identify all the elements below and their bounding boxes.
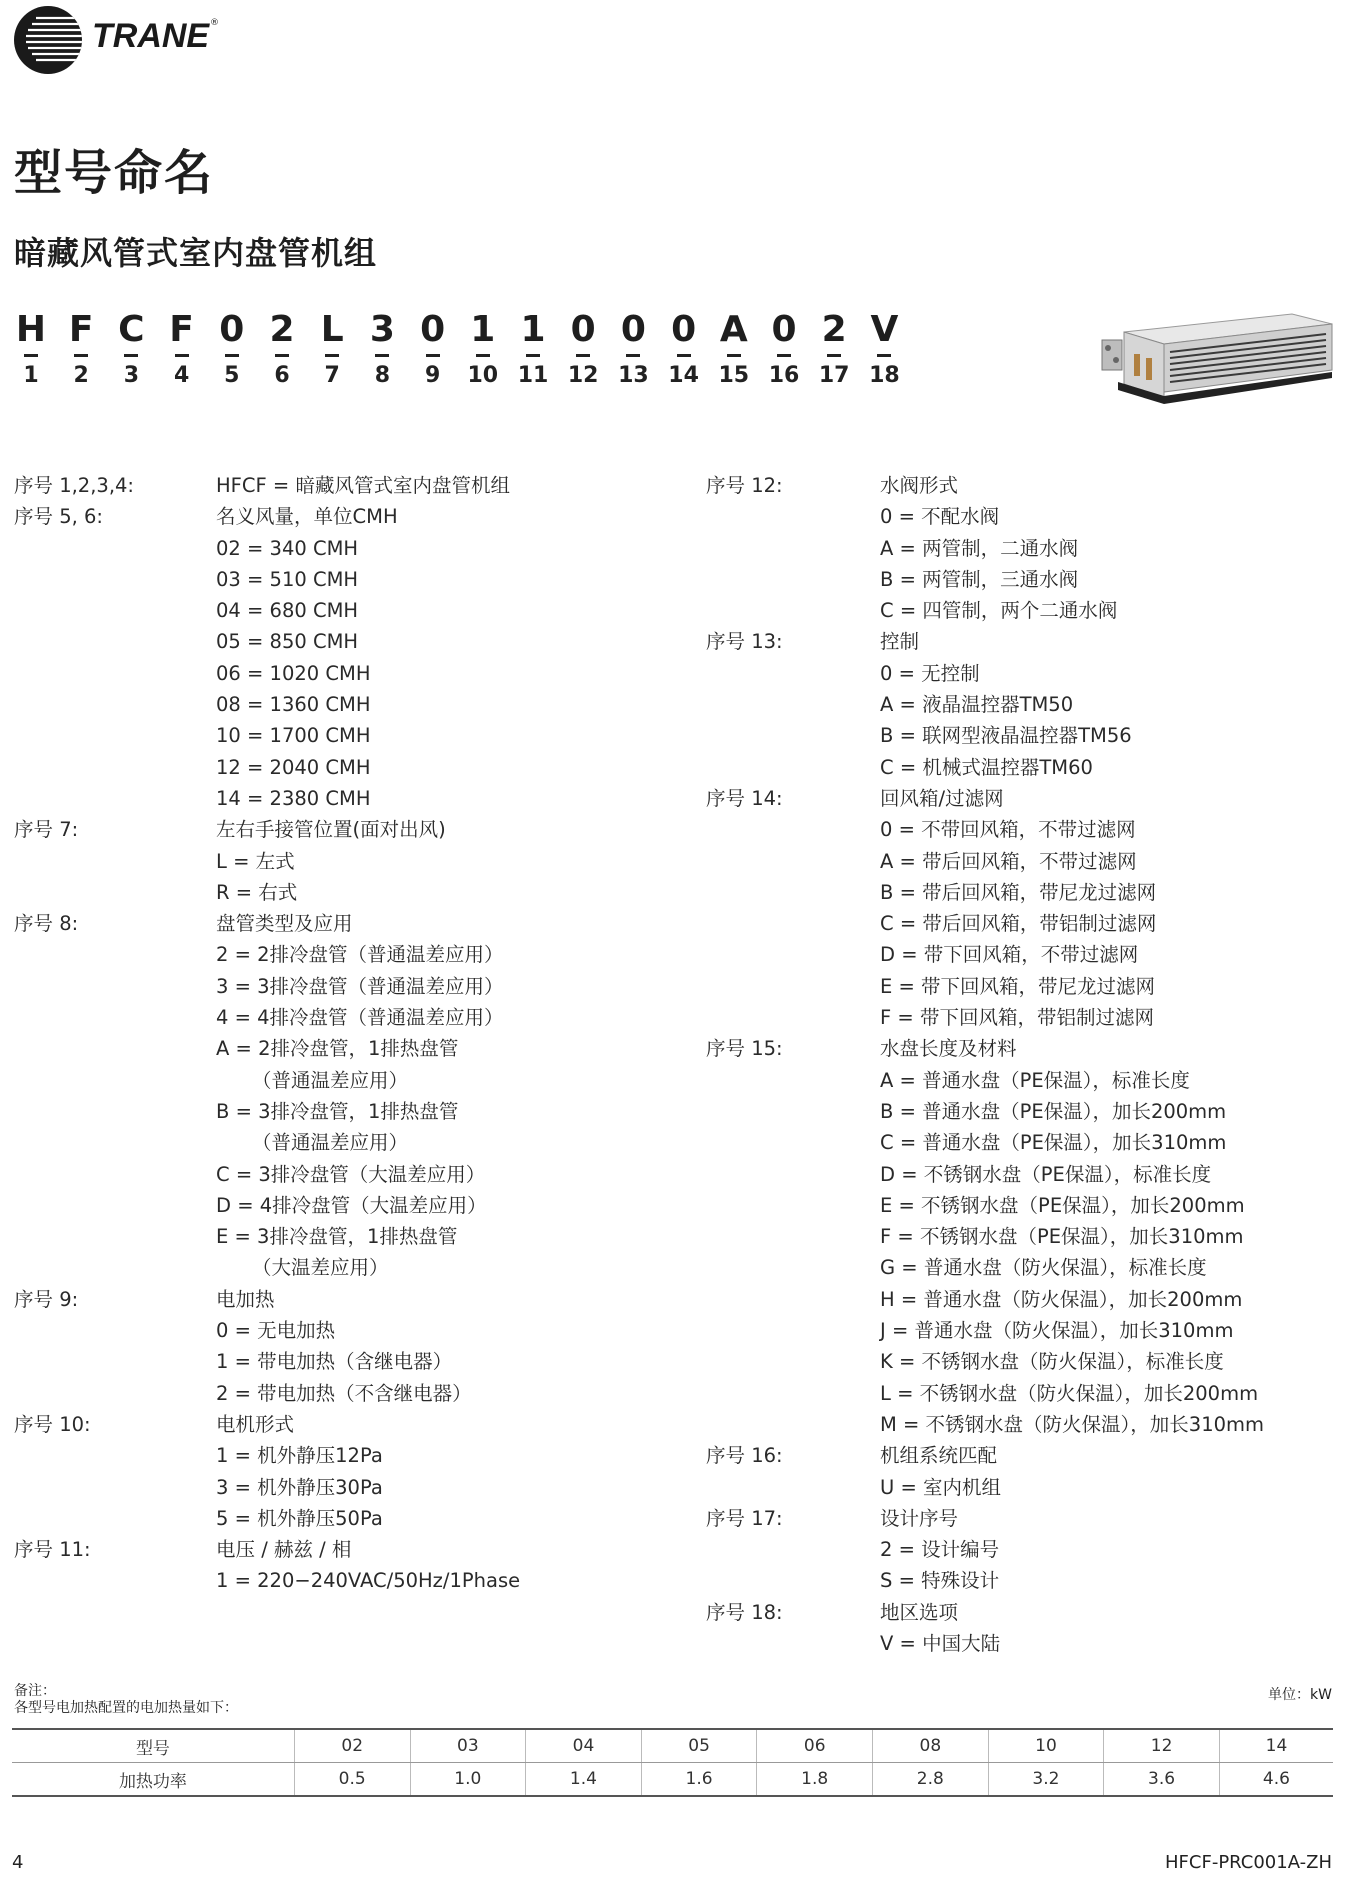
model-code-number: 5 [224,363,240,388]
model-code-dash [124,354,138,357]
spec-text: 地区选项 [880,1600,959,1624]
spec-text: B = 两管制，三通水阀 [880,567,1079,591]
table-cell: 02 [294,1729,410,1763]
spec-label: 序号 5, 6: [14,505,103,529]
notes-text: 各型号电加热配置的电加热量如下： [14,1700,238,1716]
spec-line [706,1127,1336,1158]
spec-line [706,971,1336,1002]
spec-text: E = 3排冷盘管，1排热盘管 [216,1225,458,1249]
spec-text: E = 不锈钢水盘（PE保温），加长200mm [880,1193,1245,1217]
spec-text: D = 不锈钢水盘（PE保温），标准长度 [880,1162,1212,1186]
model-code-letter: H [15,309,47,350]
spec-line [14,595,694,626]
spec-line [706,1221,1336,1252]
spec-text: H = 普通水盘（防火保温），加长200mm [880,1287,1243,1311]
spec-text: 机组系统匹配 [880,1444,998,1468]
model-code-position [357,310,407,388]
spec-line [14,814,694,845]
heating-power-table [12,1728,1333,1797]
spec-text: B = 3排冷盘管，1排热盘管 [216,1099,459,1123]
spec-text: C = 普通水盘（PE保温），加长310mm [880,1131,1227,1155]
spec-text: F = 不锈钢水盘（PE保温），加长310mm [880,1225,1244,1249]
spec-label: 序号 15: [706,1037,783,1061]
table-cell: 06 [757,1729,873,1763]
model-code-position [257,310,307,388]
spec-text: C = 带后回风箱，带铝制过滤网 [880,912,1157,936]
spec-line [14,689,694,720]
spec-text: 回风箱/过滤网 [880,786,1004,810]
spec-text: L = 不锈钢水盘（防火保温），加长200mm [880,1381,1259,1405]
spec-line [14,1284,694,1315]
model-code-position [558,310,608,388]
spec-line [14,1096,694,1127]
spec-line [706,814,1336,845]
ducted-fan-coil-unit-image [1094,310,1334,410]
spec-text: A = 带后回风箱，不带过滤网 [880,849,1137,873]
registered-mark: ® [210,18,219,28]
model-code-position [408,310,458,388]
spec-line [706,626,1336,657]
spec-line [14,846,694,877]
model-code-dash [827,354,841,357]
spec-label: 序号 17: [706,1506,783,1530]
spec-text: 5 = 机外静压50Pa [216,1506,383,1530]
spec-text: A = 2排冷盘管，1排热盘管 [216,1037,459,1061]
model-code-position [6,310,56,388]
model-code-dash [626,354,640,357]
spec-line [706,846,1336,877]
spec-line [706,1409,1336,1440]
spec-line [706,1315,1336,1346]
spec-label: 序号 7: [14,818,79,842]
model-code-number: 13 [618,363,649,388]
model-code-number: 4 [173,363,190,388]
spec-line [14,1346,694,1377]
spec-line [14,1503,694,1534]
spec-text: 左右手接管位置(面对出风) [216,818,446,842]
spec-text: C = 四管制，两个二通水阀 [880,599,1118,623]
table-cell: 3.2 [988,1763,1104,1797]
spec-text: 2 = 设计编号 [880,1538,1000,1562]
spec-text: D = 带下回风箱，不带过滤网 [880,943,1139,967]
spec-text: （普通温差应用） [252,1131,409,1155]
spec-line [706,658,1336,689]
spec-text: R = 右式 [216,880,298,904]
spec-text: 08 = 1360 CMH [216,693,371,717]
spec-line [706,939,1336,970]
model-code-number: 11 [517,363,549,388]
model-code-letter: 0 [420,309,446,350]
spec-text: 12 = 2040 CMH [216,755,371,779]
spec-text: 0 = 不配水阀 [880,505,1000,529]
spec-line [14,501,694,532]
model-code-position [859,310,909,388]
table-cell: 10 [988,1729,1104,1763]
model-code-position [307,310,357,388]
trane-logo [10,4,250,76]
spec-text: HFCF = 暗藏风管式室内盘管机组 [216,474,510,497]
spec-line [14,533,694,564]
spec-text: 03 = 510 CMH [216,567,359,591]
spec-line [706,533,1336,564]
spec-line [706,783,1336,814]
spec-line [14,877,694,908]
spec-line [14,1315,694,1346]
spec-label: 序号 11: [14,1538,91,1562]
spec-line [706,908,1336,939]
table-cell: 05 [641,1729,757,1763]
spec-line [706,1096,1336,1127]
spec-text: J = 普通水盘（防火保温），加长310mm [880,1319,1234,1343]
spec-line [706,1159,1336,1190]
spec-line [14,564,694,595]
model-code-letter: 1 [470,309,496,350]
spec-text: U = 室内机组 [880,1475,1002,1499]
spec-label: 序号 18: [706,1600,783,1624]
spec-line [706,1033,1336,1064]
model-code-position [56,310,106,388]
spec-label: 序号 14: [706,786,783,810]
spec-line [706,1503,1336,1534]
model-code-dash [74,354,88,357]
model-code-letter: C [118,309,145,350]
spec-text: B = 普通水盘（PE保温），加长200mm [880,1099,1227,1123]
model-code-letter: A [719,309,748,350]
table-row-header: 型号 [12,1729,294,1763]
spec-line [14,1033,694,1064]
table-cell: 3.6 [1104,1763,1220,1797]
table-cell: 08 [873,1729,989,1763]
model-code-letter: 0 [570,309,596,350]
model-code-letter: 0 [771,309,797,350]
spec-line [706,1378,1336,1409]
model-code-position [508,310,558,388]
spec-label: 序号 1,2,3,4: [14,474,134,497]
model-code-number: 16 [768,363,800,388]
left-spec-column [14,470,694,1597]
model-code-position [608,310,658,388]
model-code-number: 14 [668,363,699,388]
model-code-dash [325,354,339,357]
spec-text: 电加热 [216,1287,275,1311]
model-code-dash [777,354,791,357]
spec-line [14,1252,694,1283]
spec-line [706,1284,1336,1315]
spec-text: 0 = 不带回风箱，不带过滤网 [880,818,1136,842]
spec-label: 序号 12: [706,474,783,497]
table-row [12,1763,1333,1797]
spec-line [706,1346,1336,1377]
spec-text: C = 3排冷盘管（大温差应用） [216,1162,486,1186]
spec-text: 水阀形式 [880,474,959,497]
spec-text: G = 普通水盘（防火保温），标准长度 [880,1256,1207,1280]
model-code-number: 9 [424,363,441,388]
model-code-number: 18 [869,363,900,388]
table-cell: 1.8 [757,1763,873,1797]
table-cell: 1.6 [641,1763,757,1797]
spec-text: 3 = 3排冷盘管（普通温差应用） [216,974,504,998]
table-cell: 12 [1104,1729,1220,1763]
spec-text: 1 = 机外静压12Pa [216,1444,383,1468]
spec-line [706,752,1336,783]
model-code-letter: 0 [219,309,245,350]
spec-line [14,971,694,1002]
model-code-letter: 2 [821,309,847,350]
table-cell: 1.4 [526,1763,642,1797]
model-code-letter: 3 [369,309,395,350]
spec-text: 名义风量，单位CMH [216,505,398,529]
spec-text: 2 = 2排冷盘管（普通温差应用） [216,943,504,967]
spec-text: B = 联网型液晶温控器TM56 [880,724,1132,748]
unit-label: 单位：kW [1268,1687,1332,1703]
spec-text: F = 带下回风箱，带铝制过滤网 [880,1006,1154,1030]
model-code-row [0,310,1100,400]
model-code-dash [476,354,490,357]
model-code-number: 3 [123,363,140,388]
spec-text: 04 = 680 CMH [216,599,359,623]
model-code-position [759,310,809,388]
spec-line [14,720,694,751]
spec-line [706,1440,1336,1471]
spec-line [14,1378,694,1409]
spec-text: 2 = 带电加热（不含继电器） [216,1381,472,1405]
model-code-position [809,310,859,388]
notes [14,1683,238,1717]
model-code-letter: 1 [520,309,546,350]
spec-text: 水盘长度及材料 [880,1037,1017,1061]
spec-line [706,689,1336,720]
table-cell: 04 [526,1729,642,1763]
spec-line [706,1472,1336,1503]
model-code-position [106,310,156,388]
spec-text: L = 左式 [216,849,295,873]
spec-text: 0 = 无电加热 [216,1319,336,1343]
notes-heading: 备注： [14,1683,56,1699]
spec-text: A = 液晶温控器TM50 [880,693,1074,717]
spec-line [14,1190,694,1221]
spec-text: 1 = 220−240VAC/50Hz/1Phase [216,1569,521,1593]
model-code-letter: 0 [620,309,646,350]
model-code-position [659,310,709,388]
spec-text: 电机形式 [216,1412,295,1436]
spec-line [706,1065,1336,1096]
model-code-dash [375,354,389,357]
spec-text: 盘管类型及应用 [216,912,353,936]
model-code-position [458,310,508,388]
model-code-dash [677,354,691,357]
model-code-letter: V [870,309,899,350]
model-code-dash [426,354,440,357]
spec-text: 0 = 无控制 [880,661,980,685]
spec-text: （普通温差应用） [252,1068,409,1092]
model-code-number: 7 [324,363,340,388]
page-subtitle: 暗藏风管式室内盘管机组 [14,234,378,272]
spec-line [14,752,694,783]
spec-line [14,1440,694,1471]
table-cell: 4.6 [1219,1763,1333,1797]
model-code-number: 10 [467,363,499,388]
spec-text: 4 = 4排冷盘管（普通温差应用） [216,1006,504,1030]
spec-label: 序号 16: [706,1444,783,1468]
spec-text: 1 = 带电加热（含继电器） [216,1350,453,1374]
model-code-dash [526,354,540,357]
model-code-dash [275,354,289,357]
model-code-letter: 2 [269,309,295,350]
spec-line [14,470,694,501]
spec-line [14,1534,694,1565]
spec-text: 06 = 1020 CMH [216,661,371,685]
spec-text: V = 中国大陆 [880,1631,1001,1655]
spec-text: 10 = 1700 CMH [216,724,371,748]
model-code-letter: 0 [671,309,697,350]
model-code-number: 2 [73,363,89,388]
spec-text: B = 带后回风箱，带尼龙过滤网 [880,880,1157,904]
right-spec-column [706,470,1336,1659]
table-row-header: 加热功率 [12,1763,294,1797]
spec-label: 序号 13: [706,630,783,654]
spec-line [14,1409,694,1440]
brand-wordmark: TRANE [92,17,210,55]
spec-line [706,1252,1336,1283]
spec-line [706,501,1336,532]
spec-text: D = 4排冷盘管（大温差应用） [216,1193,487,1217]
spec-text: 05 = 850 CMH [216,630,359,654]
page-title: 型号命名 [14,145,215,201]
spec-line [706,720,1336,751]
spec-line [706,877,1336,908]
model-code-number: 12 [567,363,599,388]
model-code-dash [727,354,741,357]
model-code-dash [576,354,590,357]
spec-text: （大温差应用） [252,1256,389,1280]
table-cell: 1.0 [410,1763,526,1797]
spec-line [14,783,694,814]
model-code-dash [877,354,891,357]
model-code-position [207,310,257,388]
spec-text: C = 机械式温控器TM60 [880,755,1093,779]
table-cell: 0.5 [294,1763,410,1797]
model-code-number: 17 [818,363,850,388]
spec-text: 设计序号 [880,1506,959,1530]
spec-text: 02 = 340 CMH [216,536,359,560]
model-code-dash [225,354,239,357]
table-cell: 14 [1219,1729,1333,1763]
spec-line [706,1190,1336,1221]
spec-line [706,1565,1336,1596]
spec-line [14,1565,694,1596]
document-code: HFCF-PRC001A-ZH [1165,1852,1332,1873]
spec-text: A = 两管制，二通水阀 [880,536,1079,560]
spec-line [706,1002,1336,1033]
model-code-number: 6 [274,363,290,388]
spec-line [706,1628,1336,1659]
spec-line [14,908,694,939]
spec-label: 序号 10: [14,1412,91,1436]
table-row [12,1729,1333,1763]
model-code-dash [175,354,189,357]
spec-text: E = 带下回风箱，带尼龙过滤网 [880,974,1156,998]
spec-line [14,1159,694,1190]
model-code-number: 1 [23,363,39,388]
model-code-position [157,310,207,388]
spec-text: 3 = 机外静压30Pa [216,1475,383,1499]
model-code-letter: L [320,309,344,350]
spec-line [706,470,1336,501]
table-cell: 03 [410,1729,526,1763]
model-code-number: 8 [374,363,391,388]
spec-text: S = 特殊设计 [880,1569,1000,1593]
spec-line [706,564,1336,595]
model-code-dash [24,354,38,357]
spec-text: K = 不锈钢水盘（防火保温），标准长度 [880,1350,1224,1374]
spec-text: 电压 / 赫兹 / 相 [216,1538,352,1562]
spec-line [706,1534,1336,1565]
spec-line [14,1472,694,1503]
spec-label: 序号 8: [14,912,79,936]
model-code-position [709,310,759,388]
spec-text: 14 = 2380 CMH [216,786,371,810]
spec-line [14,1221,694,1252]
spec-line [706,595,1336,626]
model-code-letter: F [169,309,194,350]
spec-line [14,1127,694,1158]
spec-line [706,1597,1336,1628]
model-code-number: 15 [718,363,750,388]
spec-line [14,658,694,689]
spec-text: M = 不锈钢水盘（防火保温），加长310mm [880,1412,1265,1436]
spec-label: 序号 9: [14,1287,79,1311]
spec-text: A = 普通水盘（PE保温），标准长度 [880,1068,1190,1092]
spec-line [14,626,694,657]
page-number: 4 [12,1852,24,1873]
table-cell: 2.8 [873,1763,989,1797]
spec-line [14,1065,694,1096]
spec-line [14,1002,694,1033]
spec-text: 控制 [880,630,920,654]
spec-line [14,939,694,970]
model-code-letter: F [68,309,94,350]
